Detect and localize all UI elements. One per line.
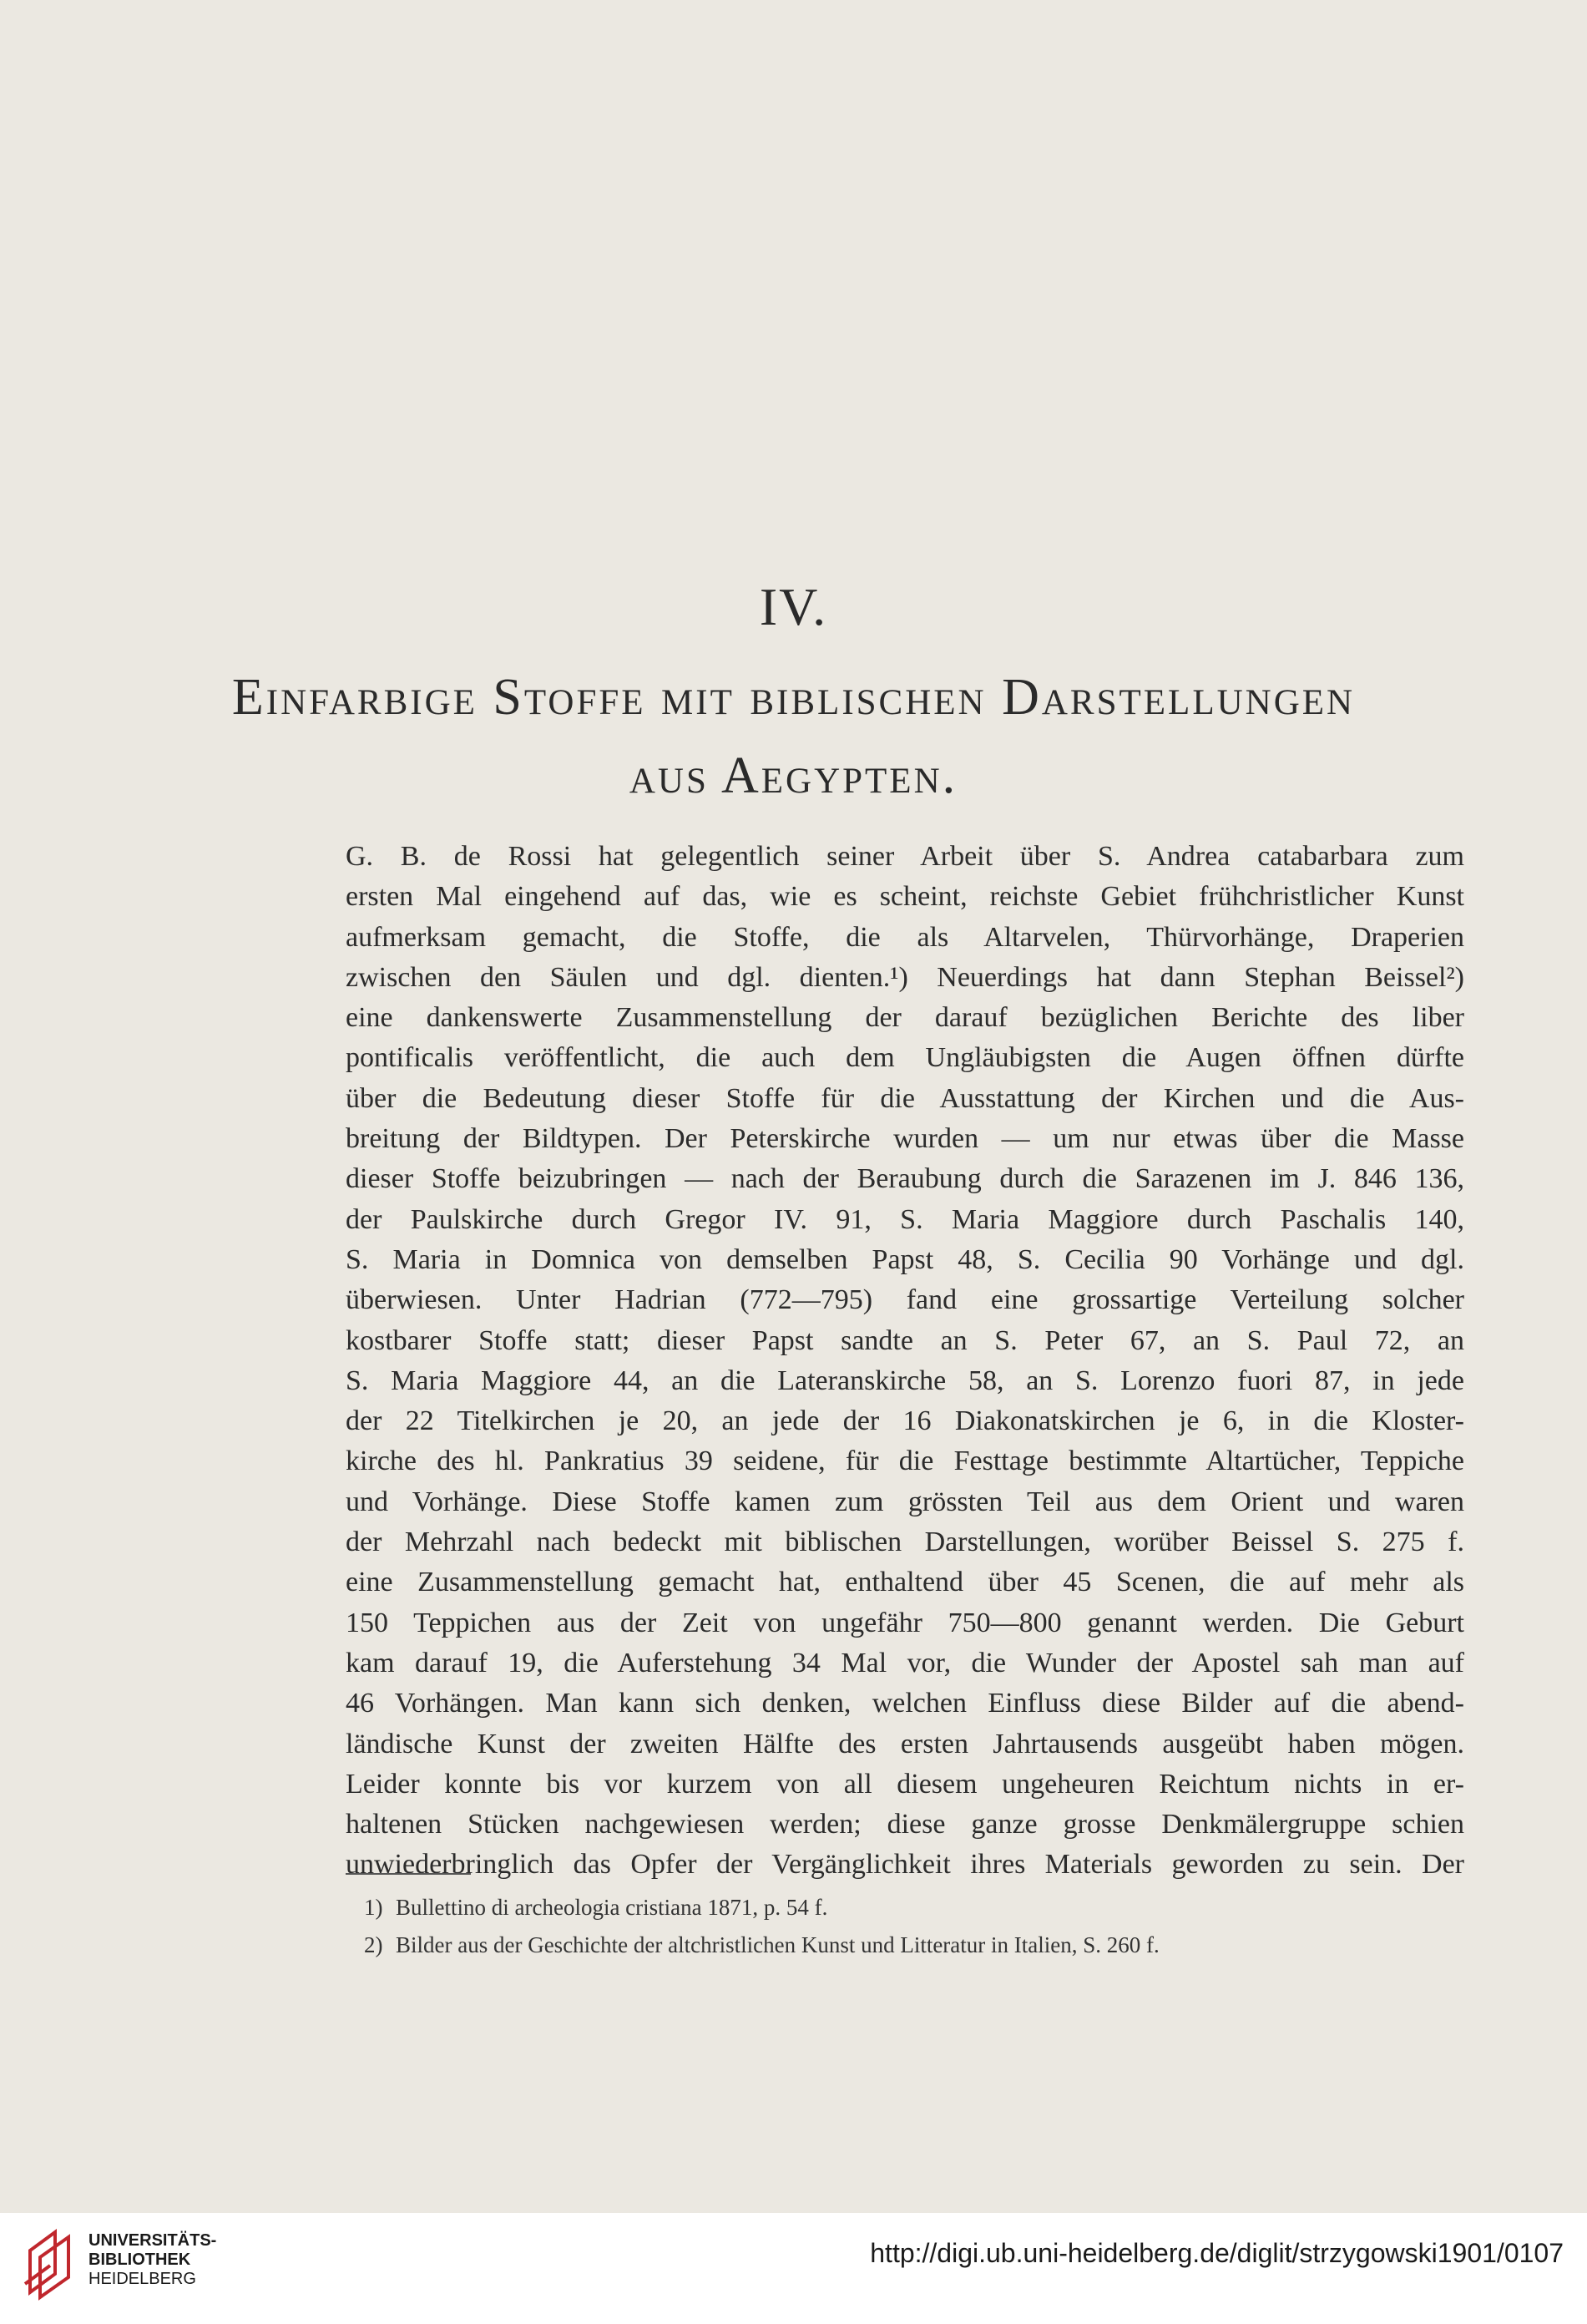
footnote-text: Bullettino di archeologia cristiana 1871, p. 54 f.: [396, 1895, 828, 1920]
body-line: zwischen den Säulen und dgl. dienten.¹) Neuerdings hat dann Stephan Beissel²): [346, 961, 1464, 993]
body-line: breitung der Bildtypen. Der Peterskirche wurden — um nur etwas über die Masse: [346, 1123, 1464, 1155]
chapter-title-line-1: Einfarbige Stoffe mit biblischen Darstellungen: [231, 669, 1356, 726]
body-line: aufmerksam gemacht, die Stoffe, die als Altarvelen, Thürvorhänge, Draperien: [346, 921, 1464, 953]
library-name-line-3: HEIDELBERG: [88, 2270, 196, 2288]
body-line: eine dankenswerte Zusammenstellung der darauf bezüglichen Berichte des liber: [346, 1002, 1464, 1034]
body-line: haltenen Stücken nachgewiesen werden; diese ganze grosse Denkmälergruppe schien: [346, 1809, 1464, 1840]
body-line: kostbarer Stoffe statt; dieser Papst sandte an S. Peter 67, an S. Paul 72, an: [346, 1324, 1464, 1356]
library-name-line-2: BIBLIOTHEK: [88, 2251, 191, 2269]
body-line: G. B. de Rossi hat gelegentlich seiner Arbeit über S. Andrea catabarbara zum: [346, 841, 1464, 872]
chapter-number: IV.: [759, 577, 828, 636]
body-line: der Paulskirche durch Gregor IV. 91, S. Maria Maggiore durch Paschalis 140,: [346, 1203, 1464, 1235]
body-line: dieser Stoffe beizubringen — nach der Beraubung durch die Sarazenen im J. 846 136,: [346, 1163, 1464, 1195]
body-line: pontificalis veröffentlicht, die auch dem Ungläubigsten die Augen öffnen dürfte: [346, 1042, 1464, 1074]
library-name: [88, 2231, 216, 2289]
body-line: ländische Kunst der zweiten Hälfte des ersten Jahrtausends ausgeübt haben mögen.: [346, 1728, 1464, 1759]
page-url-link[interactable]: http://digi.ub.uni-heidelberg.de/diglit/strzygowski1901/0107: [870, 2238, 1564, 2268]
body-line: S. Maria Maggiore 44, an die Lateranskirche 58, an S. Lorenzo fuori 87, in jede: [346, 1365, 1464, 1396]
footnote-1: [364, 1889, 1366, 1927]
body-text: [346, 837, 1464, 1886]
body-line: über die Bedeutung dieser Stoffe für die Ausstattung der Kirchen und die Aus-: [346, 1082, 1464, 1114]
footnotes: [364, 1889, 1366, 1964]
body-line: Leider konnte bis vor kurzem von all diesem ungeheuren Reichtum nichts in er-: [346, 1768, 1464, 1800]
footnote-number: 1): [364, 1895, 383, 1920]
body-line: kam darauf 19, die Auferstehung 34 Mal vor, die Wunder der Apostel sah man auf: [346, 1647, 1464, 1678]
body-line: und Vorhänge. Diese Stoffe kamen zum grössten Teil aus dem Orient und waren: [346, 1486, 1464, 1517]
body-line: unwiederbringlich das Opfer der Vergänglichkeit ihres Materials geworden zu sein. Der: [346, 1849, 1464, 1881]
body-line: 46 Vorhängen. Man kann sich denken, welchen Einfluss diese Bilder auf die abend-: [346, 1688, 1464, 1719]
body-line: 150 Teppichen aus der Zeit von ungefähr 750—800 genannt werden. Die Geburt: [346, 1607, 1464, 1638]
body-line: eine Zusammenstellung gemacht hat, enthaltend über 45 Scenen, die auf mehr als: [346, 1567, 1464, 1598]
body-line: S. Maria in Domnica von demselben Papst 48, S. Cecilia 90 Vorhänge und dgl.: [346, 1243, 1464, 1275]
library-name-line-1: UNIVERSITÄTS-: [88, 2231, 217, 2250]
body-line: der Mehrzahl nach bedeckt mit biblischen Darstellungen, worüber Beissel S. 275 f.: [346, 1527, 1464, 1558]
body-line: kirche des hl. Pankratius 39 seidene, für die Festtage bestimmte Altartücher, Teppiche: [346, 1446, 1464, 1477]
chapter-title-line-2: aus Aegypten.: [629, 747, 958, 804]
footnote-separator: [346, 1873, 471, 1875]
footnote-number: 2): [364, 1932, 383, 1957]
library-logo-icon: [22, 2225, 80, 2301]
body-line: ersten Mal eingehend auf das, wie es scheint, reichste Gebiet frühchristlicher Kunst: [346, 881, 1464, 913]
body-line: der 22 Titelkirchen je 20, an jede der 16 Diakonatskirchen je 6, in die Kloster-: [346, 1405, 1464, 1437]
footnote-text: Bilder aus der Geschichte der altchristlichen Kunst und Litteratur in Italien, S. 260 f.: [396, 1932, 1160, 1957]
footnote-2: [364, 1927, 1366, 1964]
body-line: überwiesen. Unter Hadrian (772—795) fand eine grossartige Verteilung solcher: [346, 1284, 1464, 1316]
